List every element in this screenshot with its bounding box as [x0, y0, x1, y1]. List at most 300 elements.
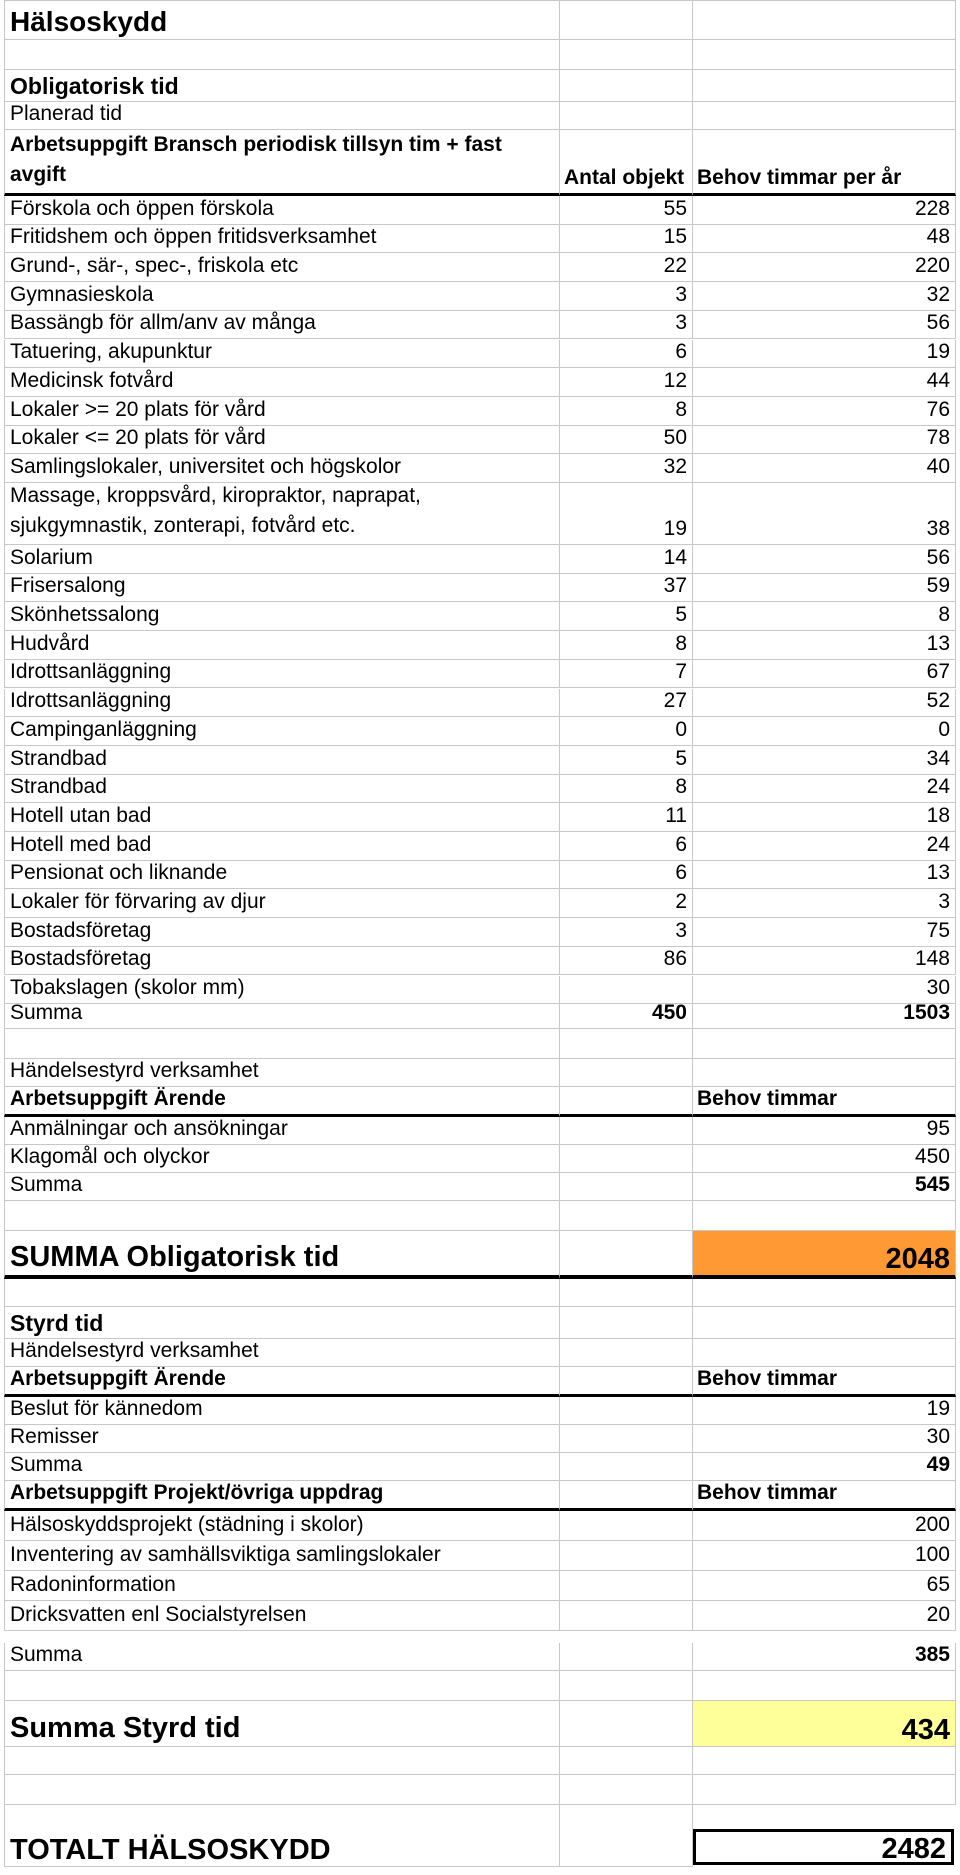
table-row: [4, 717, 956, 746]
name-cell: [4, 1117, 560, 1145]
blank-row: [4, 1201, 956, 1231]
row-name: Tatuering, akupunktur: [10, 340, 212, 364]
empty-cell: [560, 1307, 693, 1339]
row-count: 86: [663, 947, 687, 971]
blank-row: [4, 1671, 956, 1701]
total-styrd-value-cell: [693, 1701, 956, 1747]
projects-header-hours-cell: [693, 1481, 956, 1511]
table-row: [4, 1601, 956, 1631]
empty-cell: [560, 1805, 693, 1867]
row-name: Radoninformation: [10, 1573, 176, 1596]
empty-cell: [4, 1279, 560, 1307]
styrd-subtitle-row: [4, 1339, 956, 1367]
count-cell: [560, 746, 693, 775]
sheet-title: Hälsoskydd: [10, 6, 168, 37]
hours-cell: [693, 340, 956, 369]
summa-label-cell: [4, 1001, 560, 1029]
name-cell: [4, 1541, 560, 1571]
row-name: Samlingslokaler, universitet och högskolor: [10, 454, 402, 478]
empty-cell: [560, 1747, 693, 1775]
subtitle-cell: [4, 102, 560, 130]
empty-cell: [693, 0, 956, 40]
row-name: Campinganläggning: [10, 717, 197, 741]
empty-cell: [560, 1029, 693, 1059]
row-name: Strandbad: [10, 775, 107, 799]
name-cell: [4, 689, 560, 718]
row-count: 8: [675, 397, 687, 421]
column-header-row: [4, 130, 956, 196]
row-name: Klagomål och olyckor: [10, 1145, 210, 1168]
name-cell: [4, 631, 560, 660]
count-cell: [560, 689, 693, 718]
empty-cell: [560, 1201, 693, 1231]
empty-cell: [560, 1453, 693, 1481]
name-cell: [4, 1511, 560, 1541]
projects-summa-hours-cell: [693, 1643, 956, 1671]
table-row: [4, 196, 956, 225]
hours-cell: [693, 746, 956, 775]
hours-cell: [693, 426, 956, 455]
projects-header-row: [4, 1481, 956, 1511]
styrd-header-task-cell: [4, 1367, 560, 1397]
row-count: 50: [663, 426, 687, 450]
row-name: Bassängb för allm/anv av många: [10, 311, 316, 335]
total-obligatorisk-value-cell: [693, 1231, 956, 1279]
row-hours: 32: [926, 282, 950, 306]
row-count: 3: [675, 311, 687, 335]
empty-cell: [4, 40, 560, 70]
total-styrd-label: Summa Styrd tid: [10, 1712, 241, 1744]
empty-cell: [4, 1029, 560, 1059]
count-cell: [560, 368, 693, 397]
empty-cell: [560, 1231, 693, 1279]
table-row: [4, 545, 956, 574]
empty-cell: [560, 1087, 693, 1117]
row-hours: 13: [926, 631, 950, 655]
hours-cell: [693, 397, 956, 426]
total-obligatorisk-row: [4, 1231, 956, 1279]
hours-cell: [693, 689, 956, 718]
title-row: [4, 0, 956, 40]
row-count: 8: [675, 775, 687, 799]
empty-cell: [560, 1481, 693, 1511]
row-hours: 34: [926, 746, 950, 770]
row-hours: 52: [926, 689, 950, 713]
section-title-styrd: Styrd tid: [10, 1310, 104, 1336]
count-cell: [560, 225, 693, 254]
row-count: 3: [675, 282, 687, 306]
table-row: [4, 602, 956, 631]
count-cell: [560, 660, 693, 689]
row-count: 5: [675, 603, 687, 627]
blank-row: [4, 40, 956, 70]
empty-cell: [560, 1367, 693, 1397]
count-cell: [560, 253, 693, 282]
hours-cell: [693, 947, 956, 976]
handelse-summa-hours-cell: [693, 1173, 956, 1201]
row-count: 6: [675, 340, 687, 364]
hours-cell: [693, 196, 956, 225]
styrd-header-task: Arbetsuppgift Ärende: [10, 1367, 226, 1390]
section-title-obligatorisk: Obligatorisk tid: [10, 73, 179, 99]
count-cell: [560, 426, 693, 455]
subtitle-row: [4, 102, 956, 130]
row-hours: 75: [926, 918, 950, 942]
total-obligatorisk-label: SUMMA Obligatorisk tid: [10, 1241, 340, 1273]
empty-cell: [560, 1173, 693, 1201]
handelse-header-hours-cell: [693, 1087, 956, 1117]
row-count: 2: [675, 890, 687, 914]
row-hours: 450: [914, 1145, 950, 1168]
table-row: [4, 282, 956, 311]
grand-total-label-cell: [4, 1805, 560, 1867]
row-name: Fritidshem och öppen fritidsverksamhet: [10, 225, 377, 249]
row-name: Remisser: [10, 1425, 99, 1448]
grand-total-row: [4, 1805, 956, 1867]
row-hours: 20: [926, 1603, 950, 1626]
handelse-header-hours: Behov timmar: [697, 1087, 838, 1110]
empty-cell: [560, 1643, 693, 1671]
table-row: [4, 483, 956, 545]
styrd-subtitle: Händelsestyrd verksamhet: [10, 1339, 259, 1362]
projects-header-hours: Behov timmar: [697, 1481, 838, 1504]
empty-cell: [4, 1747, 560, 1775]
row-count: 12: [663, 368, 687, 392]
table-row: [4, 397, 956, 426]
row-name: Förskola och öppen förskola: [10, 196, 274, 220]
hours-cell: [693, 1397, 956, 1425]
hours-cell: [693, 1571, 956, 1601]
empty-cell: [560, 102, 693, 130]
row-count: 37: [663, 574, 687, 598]
table-row: [4, 311, 956, 340]
summa-row: [4, 1001, 956, 1029]
name-cell: [4, 225, 560, 254]
row-count: 8: [675, 631, 687, 655]
row-hours: 30: [926, 976, 950, 1000]
name-cell: [4, 1571, 560, 1601]
empty-cell: [4, 1201, 560, 1231]
row-hours: 65: [926, 1573, 950, 1596]
row-hours: 100: [914, 1543, 950, 1566]
row-count: 7: [675, 660, 687, 684]
blank-row: [4, 1775, 956, 1805]
row-hours: 59: [926, 574, 950, 598]
handelse-header-task-cell: [4, 1087, 560, 1117]
empty-cell: [560, 70, 693, 102]
hours-cell: [693, 574, 956, 603]
header-count-cell: [560, 130, 693, 196]
name-cell: [4, 1397, 560, 1425]
grand-total-box: [693, 1829, 954, 1865]
total-styrd-label-cell: [4, 1701, 560, 1747]
empty-cell: [560, 1145, 693, 1173]
row-hours: 148: [914, 947, 950, 971]
row-name: Hälsoskyddsprojekt (städning i skolor): [10, 1513, 364, 1536]
hours-cell: [693, 717, 956, 746]
grand-total-value-cell: [693, 1805, 956, 1867]
row-hours: 76: [926, 397, 950, 421]
table-row: [4, 340, 956, 369]
table-row: [4, 225, 956, 254]
count-cell: [560, 545, 693, 574]
hours-cell: [693, 454, 956, 483]
total-styrd-row: [4, 1701, 956, 1747]
row-name: Dricksvatten enl Socialstyrelsen: [10, 1603, 307, 1626]
row-hours: 3: [938, 890, 950, 914]
row-hours: 38: [926, 517, 950, 540]
header-task-cell: [4, 130, 560, 196]
hours-cell: [693, 861, 956, 890]
empty-cell: [560, 1059, 693, 1087]
empty-cell: [560, 1701, 693, 1747]
name-cell: [4, 1601, 560, 1631]
name-cell: [4, 602, 560, 631]
row-count: 3: [675, 918, 687, 942]
handelse-summa-label-cell: [4, 1173, 560, 1201]
handelse-header-task: Arbetsuppgift Ärende: [10, 1087, 226, 1110]
hours-cell: [693, 803, 956, 832]
header-task: Arbetsuppgift Bransch periodisk tillsyn tim + fast avgift: [10, 133, 502, 186]
table-row: [4, 689, 956, 718]
styrd-header-hours: Behov timmar: [697, 1367, 838, 1390]
styrd-summa-hours-cell: [693, 1453, 956, 1481]
table-row: [4, 889, 956, 918]
hours-cell: [693, 483, 956, 545]
count-cell: [560, 717, 693, 746]
row-name: Lokaler <= 20 plats för vård: [10, 426, 266, 450]
summa-hours: 1503: [903, 1001, 950, 1024]
hours-cell: [693, 1601, 956, 1631]
empty-cell: [693, 102, 956, 130]
count-cell: [560, 483, 693, 545]
row-name: Inventering av samhällsviktiga samlingslokaler: [10, 1543, 441, 1566]
name-cell: [4, 976, 560, 1005]
table-row: [4, 1425, 956, 1453]
name-cell: [4, 660, 560, 689]
table-row: [4, 253, 956, 282]
name-cell: [4, 426, 560, 455]
hours-cell: [693, 225, 956, 254]
table-row: [4, 426, 956, 455]
table-row: [4, 454, 956, 483]
row-name: Idrottsanläggning: [10, 660, 172, 684]
hours-cell: [693, 775, 956, 804]
handelse-summa-row: [4, 1173, 956, 1201]
empty-cell: [693, 1339, 956, 1367]
row-name: Lokaler >= 20 plats för vård: [10, 397, 266, 421]
row-hours: 40: [926, 454, 950, 478]
empty-cell: [693, 1201, 956, 1231]
row-name: Pensionat och liknande: [10, 861, 228, 885]
row-hours: 24: [926, 775, 950, 799]
name-cell: [4, 717, 560, 746]
hours-cell: [693, 1145, 956, 1173]
table-row: [4, 660, 956, 689]
count-cell: [560, 918, 693, 947]
name-cell: [4, 1425, 560, 1453]
name-cell: [4, 861, 560, 890]
row-count: 19: [663, 517, 687, 540]
empty-cell: [693, 40, 956, 70]
name-cell: [4, 282, 560, 311]
hours-cell: [693, 368, 956, 397]
summa-count-cell: [560, 1001, 693, 1029]
row-name: Bostadsföretag: [10, 918, 152, 942]
empty-cell: [560, 1601, 693, 1631]
table-row: [4, 947, 956, 976]
row-name: Hudvård: [10, 631, 90, 655]
empty-cell: [693, 1307, 956, 1339]
projects-summa-hours: 385: [914, 1643, 950, 1666]
row-name: Beslut för kännedom: [10, 1397, 203, 1420]
row-hours: 30: [926, 1425, 950, 1448]
hours-cell: [693, 1511, 956, 1541]
row-hours: 228: [914, 196, 950, 220]
count-cell: [560, 803, 693, 832]
row-name: Solarium: [10, 545, 93, 569]
styrd-title-cell: [4, 1307, 560, 1339]
empty-cell: [560, 0, 693, 40]
row-count: 15: [663, 225, 687, 249]
name-cell: [4, 454, 560, 483]
table-row: [4, 746, 956, 775]
table-row: [4, 832, 956, 861]
name-cell: [4, 947, 560, 976]
handelse-header-row: [4, 1087, 956, 1117]
count-cell: [560, 196, 693, 225]
styrd-header-row: [4, 1367, 956, 1397]
projects-summa-row: [4, 1643, 956, 1671]
table-row: [4, 775, 956, 804]
name-cell: [4, 340, 560, 369]
count-cell: [560, 832, 693, 861]
row-hours: 78: [926, 426, 950, 450]
table-row: [4, 803, 956, 832]
name-cell: [4, 545, 560, 574]
row-hours: 18: [926, 803, 950, 827]
table-row: [4, 574, 956, 603]
empty-cell: [560, 1339, 693, 1367]
empty-cell: [560, 1571, 693, 1601]
name-cell: [4, 311, 560, 340]
count-cell: [560, 947, 693, 976]
name-cell: [4, 889, 560, 918]
empty-cell: [560, 1671, 693, 1701]
row-count: 11: [665, 803, 687, 827]
row-name: Grund-, sär-, spec-, friskola etc: [10, 254, 299, 278]
empty-cell: [560, 1279, 693, 1307]
summa-count: 450: [651, 1001, 687, 1024]
count-cell: [560, 282, 693, 311]
row-count: 5: [675, 746, 687, 770]
table-row: [4, 918, 956, 947]
empty-cell: [560, 1511, 693, 1541]
empty-cell: [693, 1671, 956, 1701]
projects-header-task-cell: [4, 1481, 560, 1511]
empty-cell: [4, 1671, 560, 1701]
styrd-summa-row: [4, 1453, 956, 1481]
row-hours: 56: [926, 545, 950, 569]
projects-summa-label-cell: [4, 1643, 560, 1671]
row-hours: 19: [926, 340, 950, 364]
name-cell: [4, 775, 560, 804]
hours-cell: [693, 918, 956, 947]
row-name: Massage, kroppsvård, kiropraktor, naprapat, sjukgymnastik, zonterapi, fotvård etc.: [10, 484, 421, 537]
name-cell: [4, 746, 560, 775]
blank-row: [4, 1279, 956, 1307]
hours-cell: [693, 253, 956, 282]
row-hours: 19: [926, 1397, 950, 1420]
name-cell: [4, 253, 560, 282]
table-row: [4, 976, 956, 1005]
empty-cell: [693, 1775, 956, 1805]
count-cell: [560, 311, 693, 340]
summa-hours-cell: [693, 1001, 956, 1029]
row-name: Frisersalong: [10, 574, 126, 598]
row-name: Strandbad: [10, 746, 107, 770]
hours-cell: [693, 545, 956, 574]
hours-cell: [693, 976, 956, 1005]
row-count: 6: [675, 861, 687, 885]
handelse-summa-hours: 545: [914, 1173, 950, 1196]
empty-cell: [693, 1279, 956, 1307]
row-hours: 220: [914, 254, 950, 278]
header-count: Antal objekt: [564, 166, 685, 189]
handelse-summa-label: Summa: [10, 1173, 83, 1196]
empty-cell: [560, 1541, 693, 1571]
empty-cell: [560, 1775, 693, 1805]
table-row: [4, 368, 956, 397]
styrd-title-row: [4, 1307, 956, 1339]
row-hours: 44: [926, 368, 950, 392]
subtitle-planerad: Planerad tid: [10, 102, 123, 125]
row-count: 14: [663, 545, 687, 569]
count-cell: [560, 574, 693, 603]
row-name: Bostadsföretag: [10, 947, 152, 971]
hours-cell: [693, 282, 956, 311]
name-cell: [4, 574, 560, 603]
name-cell: [4, 803, 560, 832]
empty-cell: [693, 1747, 956, 1775]
table-row: [4, 1511, 956, 1541]
count-cell: [560, 861, 693, 890]
row-hours: 95: [926, 1117, 950, 1140]
table-row: [4, 1397, 956, 1425]
hours-cell: [693, 660, 956, 689]
row-name: Skönhetssalong: [10, 603, 160, 627]
sheet-title-cell: [4, 0, 560, 40]
row-name: Anmälningar och ansökningar: [10, 1117, 288, 1140]
row-count: 27: [663, 689, 687, 713]
styrd-subtitle-cell: [4, 1339, 560, 1367]
empty-cell: [693, 70, 956, 102]
empty-cell: [560, 1117, 693, 1145]
styrd-summa-hours: 49: [926, 1453, 950, 1476]
row-name: Idrottsanläggning: [10, 689, 172, 713]
row-name: Hotell utan bad: [10, 803, 152, 827]
row-hours: 24: [926, 832, 950, 856]
section-title-row: [4, 70, 956, 102]
row-count: 0: [675, 717, 687, 741]
empty-cell: [560, 1397, 693, 1425]
name-cell: [4, 368, 560, 397]
hours-cell: [693, 311, 956, 340]
header-hours-cell: [693, 130, 956, 196]
row-count: 32: [663, 454, 687, 478]
row-name: Lokaler för förvaring av djur: [10, 890, 266, 914]
grand-total-label: TOTALT HÄLSOSKYDD: [10, 1834, 331, 1866]
